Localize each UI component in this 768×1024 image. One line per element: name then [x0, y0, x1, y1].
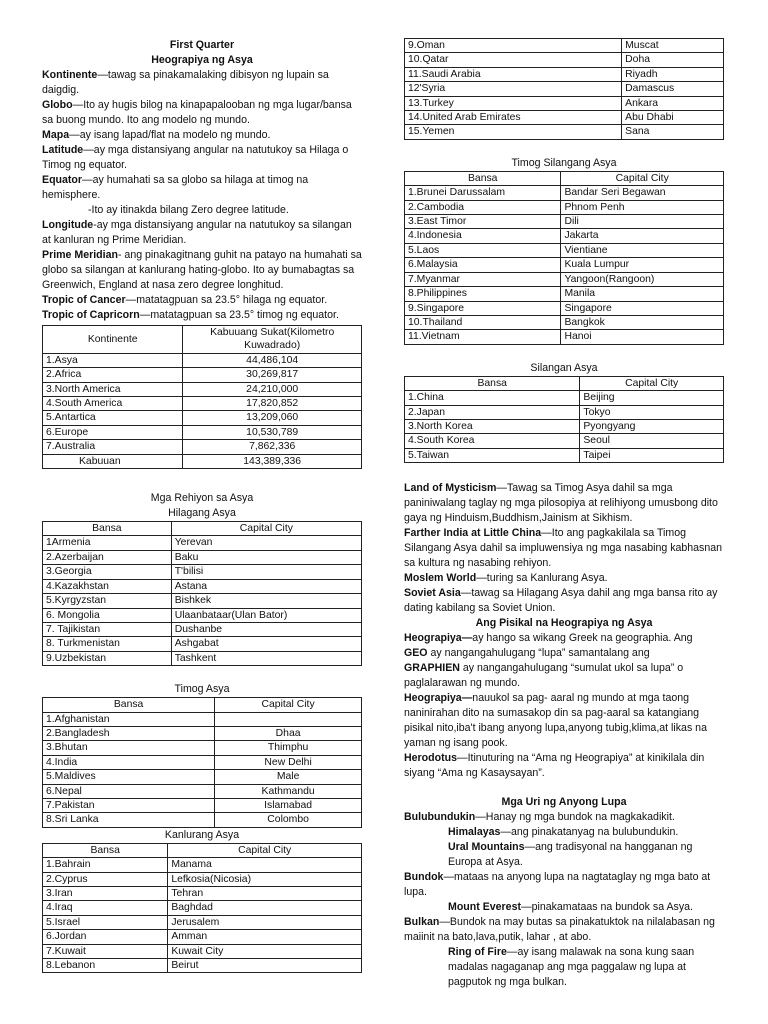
- pisikal-paragraph-term: Heograpiya—: [404, 692, 473, 705]
- definition-term: Tropic of Capricorn: [42, 309, 140, 321]
- definition: [42, 173, 362, 203]
- table-cell: T'bilisi: [171, 565, 361, 579]
- pisikal-paragraph-term: Herodotus: [404, 752, 457, 765]
- table-row: [43, 813, 362, 827]
- anyong-lupa-item-term: Ural Mountains: [448, 841, 525, 854]
- silangan-asya-table: [404, 376, 724, 463]
- anyong-lupa-item-text: —ang pinakatanyag na bulubundukin.: [500, 826, 679, 839]
- table-cell: 5.Israel: [43, 915, 168, 929]
- table-cell: 17,820,852: [183, 397, 362, 411]
- table-row: [43, 901, 362, 915]
- table-cell: 2.Bangladesh: [43, 726, 215, 740]
- table-row: [43, 550, 362, 564]
- description-term: Farther India at Little China: [404, 527, 542, 540]
- table-cell: Tashkent: [171, 651, 361, 665]
- table-cell: 2.Azerbaijan: [43, 550, 172, 564]
- table-cell: 8.Philippines: [405, 287, 561, 301]
- document-subtitle: Heograpiya ng Asya: [151, 54, 253, 66]
- table-cell: Taipei: [580, 448, 724, 462]
- table-cell: 7.Australia: [43, 440, 183, 454]
- definition-text: -ay mga distansiyang angular na natutukoy sa silangan at kanluran ng Prime Meridian.: [42, 219, 352, 246]
- table-row: [43, 382, 362, 396]
- definition-text: —matatagpuan sa 23.5° timog ng equator.: [139, 309, 339, 321]
- table-cell: 6.Europe: [43, 425, 183, 439]
- table-row: [43, 454, 362, 468]
- table-row: [43, 712, 362, 726]
- column-header: Bansa: [43, 522, 172, 536]
- table-cell: 10,530,789: [183, 425, 362, 439]
- table-cell: Tokyo: [580, 405, 724, 419]
- anyong-lupa-item: [404, 915, 724, 945]
- description-term: Land of Mysticism: [404, 482, 497, 495]
- table-row: [43, 741, 362, 755]
- description-text: —turing sa Kanlurang Asya.: [476, 572, 608, 585]
- table-row: [43, 651, 362, 665]
- table-cell: Phnom Penh: [561, 200, 724, 214]
- timog-silangang-asya-table: [404, 171, 724, 345]
- table-row: [43, 594, 362, 608]
- table-cell: 1Armenia: [43, 536, 172, 550]
- pisikal-paragraph-term: GEO: [404, 647, 428, 660]
- definition-term: Globo: [42, 99, 73, 111]
- table-cell: 10.Qatar: [405, 53, 622, 67]
- pisikal-paragraph-text: nauukol sa pag- aaral ng mundo at mga taong naninirahan dito na sumasakop din sa pag-aaral sa katangiang pisikal nito,iba't ibang anyong lupa,anyong tubig,klima,at likas na yaman ng isang pook.: [404, 692, 707, 750]
- anyong-lupa-item-text: —Hanay ng mga bundok na magkakadikit.: [475, 811, 675, 824]
- right-column: [404, 38, 724, 990]
- table-cell: 6.Jordan: [43, 930, 168, 944]
- table-cell: 1.Bahrain: [43, 858, 168, 872]
- column-header: Capital City: [561, 171, 724, 185]
- pisikal-paragraph-text: —Itinuturing na “Ama ng Heograpiya” at kinikilala din siyang “Ama ng Kasaysayan”.: [404, 752, 705, 780]
- description-text: —tawag sa Hilagang Asya dahil ang mga bansa rito ay dating kabilang sa Soviet Union.: [404, 587, 718, 615]
- definition-text: - ang pinakagitnang guhit na patayo na humahati sa globo sa silangan at kanlurang hating-globo. Ito ay bumabagtas sa Greenwich, England at nasa zero degree longhitud.: [42, 249, 362, 291]
- table-row: [43, 425, 362, 439]
- definition-text: —ay isang lapad/flat na modelo ng mundo.: [69, 129, 271, 141]
- column-header: Kabuuang Sukat(Kilometro Kuwadrado): [183, 326, 362, 354]
- table-cell: 5.Maldives: [43, 770, 215, 784]
- table-row: [43, 565, 362, 579]
- table-cell: 3.Iran: [43, 887, 168, 901]
- table-row: [43, 944, 362, 958]
- table-cell: [215, 712, 362, 726]
- pisikal-paragraph: [404, 751, 724, 781]
- table-cell: Jerusalem: [168, 915, 362, 929]
- table-cell: Dushanbe: [171, 622, 361, 636]
- table-row: [43, 411, 362, 425]
- column-header: Kontinente: [43, 326, 183, 354]
- anyong-lupa-item-text: —ay isang malawak na sona kung saan madalas nagaganap ang mga paggalaw ng lupa at pagputok ng mga bulkan.: [448, 946, 695, 989]
- table-cell: 4.Iraq: [43, 901, 168, 915]
- table-cell: 5.Taiwan: [405, 448, 580, 462]
- table-row: [43, 872, 362, 886]
- table-row: [43, 959, 362, 973]
- definition-term: Latitude: [42, 144, 84, 156]
- table-row: [43, 770, 362, 784]
- table-row: [405, 258, 724, 272]
- table-cell: 3.East Timor: [405, 215, 561, 229]
- table-cell: Muscat: [622, 39, 724, 53]
- table-cell: 8.Lebanon: [43, 959, 168, 973]
- table-cell: 1.Brunei Darussalam: [405, 186, 561, 200]
- table-cell: Yerevan: [171, 536, 361, 550]
- table-cell: Dili: [561, 215, 724, 229]
- anyong-lupa-item: [404, 825, 724, 840]
- anyong-lupa-list: [404, 810, 724, 990]
- table-cell: Islamabad: [215, 798, 362, 812]
- table-cell: 5.Kyrgyzstan: [43, 594, 172, 608]
- table-cell: Baku: [171, 550, 361, 564]
- table-row: [43, 784, 362, 798]
- anyong-lupa-item-term: Bulubundukin: [404, 811, 476, 824]
- table-cell: Tehran: [168, 887, 362, 901]
- table-cell: Male: [215, 770, 362, 784]
- anyong-lupa-item-text: —Bundok na may butas sa pinakatuktok na nilalabasan ng maiinit na bato,lava,putik, lahar , at abo.: [404, 916, 715, 944]
- table-row: [405, 301, 724, 315]
- table-cell: 7. Tajikistan: [43, 622, 172, 636]
- continents-table-wrap: [42, 325, 362, 469]
- definition-term: Longitude: [42, 219, 94, 231]
- table-cell: 143,389,336: [183, 454, 362, 468]
- table-cell: 7.Pakistan: [43, 798, 215, 812]
- table-row: [405, 315, 724, 329]
- column-header: Capital City: [168, 843, 362, 857]
- table-cell: Vientiane: [561, 243, 724, 257]
- definition-text: —Ito ay hugis bilog na kinapapalooban ng mga lugar/bansa sa buong mundo. Ito ang modelo ng mundo.: [42, 99, 352, 126]
- table-row: [405, 53, 724, 67]
- table-cell: 1.Asya: [43, 353, 183, 367]
- pisikal-paragraph: [404, 691, 724, 751]
- timog-silangang-caption: Timog Silangang Asya: [511, 156, 617, 169]
- table-row: [43, 368, 362, 382]
- table-cell: 1.China: [405, 391, 580, 405]
- definition-term: Mapa: [42, 129, 70, 141]
- definitions-list: [42, 68, 362, 323]
- table-cell: 3.Georgia: [43, 565, 172, 579]
- table-cell: 1.Afghanistan: [43, 712, 215, 726]
- document-title: First Quarter: [169, 39, 235, 51]
- table-row: [43, 887, 362, 901]
- table-row: [405, 272, 724, 286]
- table-row: [405, 186, 724, 200]
- table-cell: 3.North Korea: [405, 419, 580, 433]
- pisikal-paragraph: [404, 661, 724, 691]
- table-cell: Bandar Seri Begawan: [561, 186, 724, 200]
- table-row: [405, 229, 724, 243]
- table-row: [405, 330, 724, 344]
- description-term: Soviet Asia: [404, 587, 461, 600]
- table-row: [43, 930, 362, 944]
- anyong-lupa-item-text: —ang tradisyonal na hangganan ng Europa at Asya.: [448, 841, 693, 869]
- hilagang-caption: Hilagang Asya: [168, 507, 236, 520]
- table-cell: 7,862,336: [183, 440, 362, 454]
- timog-caption: Timog Asya: [174, 683, 230, 696]
- definition-text: —ay mga distansiyang angular na natutukoy sa Hilaga o Timog ng equator.: [42, 144, 349, 171]
- left-column: [42, 38, 362, 979]
- table-row: [43, 726, 362, 740]
- table-cell: Kuala Lumpur: [561, 258, 724, 272]
- table-cell: 2.Africa: [43, 368, 183, 382]
- pisikal-list: [404, 631, 724, 781]
- definition: [42, 143, 362, 173]
- table-cell: 24,210,000: [183, 382, 362, 396]
- table-row: [43, 579, 362, 593]
- definition: [42, 203, 362, 218]
- table-row: [405, 200, 724, 214]
- table-cell: 4.India: [43, 755, 215, 769]
- table-cell: Jakarta: [561, 229, 724, 243]
- anyong-lupa-item: [404, 870, 724, 900]
- definition: [42, 218, 362, 248]
- table-cell: 44,486,104: [183, 353, 362, 367]
- pisikal-paragraph: [404, 646, 724, 661]
- pisikal-paragraph-text: ay hango sa wikang Greek na geographia. Ang: [472, 632, 693, 645]
- table-cell: Bishkek: [171, 594, 361, 608]
- table-cell: Sana: [622, 125, 724, 139]
- table-row: [405, 67, 724, 81]
- table-cell: Pyongyang: [580, 419, 724, 433]
- table-cell: 4.Kazakhstan: [43, 579, 172, 593]
- definition-text: —matatagpuan sa 23.5° hilaga ng equator.: [125, 294, 328, 306]
- table-cell: 2.Cyprus: [43, 872, 168, 886]
- table-row: [405, 125, 724, 139]
- definition: [42, 128, 362, 143]
- table-cell: Amman: [168, 930, 362, 944]
- table-cell: 9.Oman: [405, 39, 622, 53]
- table-cell: 6.Malaysia: [405, 258, 561, 272]
- column-header: Capital City: [215, 698, 362, 712]
- table-row: [43, 798, 362, 812]
- table-cell: 8.Sri Lanka: [43, 813, 215, 827]
- table-row: [405, 419, 724, 433]
- table-cell: Yangoon(Rangoon): [561, 272, 724, 286]
- table-cell: 6.Nepal: [43, 784, 215, 798]
- table-cell: 30,269,817: [183, 368, 362, 382]
- description: [404, 481, 724, 526]
- description-term: Moslem World: [404, 572, 477, 585]
- table-cell: 13,209,060: [183, 411, 362, 425]
- table-cell: New Delhi: [215, 755, 362, 769]
- anyong-lupa-item: [404, 945, 724, 990]
- table-row: [405, 243, 724, 257]
- table-cell: 5.Antartica: [43, 411, 183, 425]
- anyong-lupa-heading: Mga Uri ng Anyong Lupa: [501, 796, 627, 809]
- definition-text: —tawag sa pinakamalaking dibisyon ng lupain sa daigdig.: [42, 69, 329, 96]
- anyong-lupa-item-term: Ring of Fire: [448, 946, 507, 959]
- table-cell: 7.Myanmar: [405, 272, 561, 286]
- table-row: [405, 405, 724, 419]
- table-cell: Ulaanbataar(Ulan Bator): [171, 608, 361, 622]
- table-cell: Hanoi: [561, 330, 724, 344]
- kanlurang-caption: Kanlurang Asya: [164, 828, 240, 841]
- pisikal-paragraph-term: GRAPHIEN: [404, 662, 460, 675]
- table-cell: 6. Mongolia: [43, 608, 172, 622]
- table-cell: Abu Dhabi: [622, 111, 724, 125]
- table-cell: Lefkosia(Nicosia): [168, 872, 362, 886]
- table-cell: Manama: [168, 858, 362, 872]
- table-row: [405, 82, 724, 96]
- description-text: —Ito ang pagkakilala sa Timog Silangang Asya dahil sa impluwensiya ng mga nasabing kabhasnan sa kultura ng nasabing rehiyon.: [404, 527, 723, 570]
- anyong-lupa-item-text: —mataas na anyong lupa na nagtataglay ng mga bato at lupa.: [404, 871, 711, 899]
- table-cell: 12'Syria: [405, 82, 622, 96]
- table-cell: Ankara: [622, 96, 724, 110]
- table-cell: Seoul: [580, 434, 724, 448]
- description-text: —Tawag sa Timog Asya dahil sa mga paniniwalang taglay ng mga pilosopiya at relihiyong umusbong dito gaya ng Hinduism,Buddhism,Jainism at Sikhism.: [404, 482, 718, 525]
- anyong-lupa-item-term: Bundok: [404, 871, 444, 884]
- definition: [42, 248, 362, 293]
- table-cell: 9.Uzbekistan: [43, 651, 172, 665]
- table-cell: Dhaa: [215, 726, 362, 740]
- column-header: Bansa: [405, 171, 561, 185]
- table-cell: 10.Thailand: [405, 315, 561, 329]
- anyong-lupa-item: [404, 840, 724, 870]
- description: [404, 571, 724, 586]
- table-header-row: [405, 171, 724, 185]
- table-cell: Riyadh: [622, 67, 724, 81]
- descriptions-list: [404, 481, 724, 616]
- table-header-row: [405, 376, 724, 390]
- table-cell: Singapore: [561, 301, 724, 315]
- table-row: [43, 608, 362, 622]
- table-cell: 4.Indonesia: [405, 229, 561, 243]
- table-cell: Beirut: [168, 959, 362, 973]
- table-row: [43, 915, 362, 929]
- table-cell: Bangkok: [561, 315, 724, 329]
- table-row: [405, 96, 724, 110]
- table-row: [405, 434, 724, 448]
- table-row: [43, 536, 362, 550]
- table-cell: 3.North America: [43, 382, 183, 396]
- table-cell: Beijing: [580, 391, 724, 405]
- table-cell: Kathmandu: [215, 784, 362, 798]
- definition: [42, 68, 362, 98]
- table-cell: Damascus: [622, 82, 724, 96]
- definition-text: -Ito ay itinakda bilang Zero degree latitude.: [88, 204, 289, 216]
- description: [404, 526, 724, 571]
- table-row: [43, 858, 362, 872]
- kanlurang-asya-table-continued: [404, 38, 724, 140]
- table-cell: 11.Saudi Arabia: [405, 67, 622, 81]
- table-row: [43, 622, 362, 636]
- table-cell: 8. Turkmenistan: [43, 637, 172, 651]
- table-header-row: [43, 843, 362, 857]
- pisikal-paragraph-text: ay nangangahulugang “lupa” samantalang ang: [427, 647, 650, 660]
- table-cell: Kuwait City: [168, 944, 362, 958]
- table-cell: 14.United Arab Emirates: [405, 111, 622, 125]
- table-cell: 2.Japan: [405, 405, 580, 419]
- column-header: Bansa: [43, 843, 168, 857]
- table-row: [405, 287, 724, 301]
- table-row: [405, 39, 724, 53]
- table-row: [43, 637, 362, 651]
- anyong-lupa-item: [404, 900, 724, 915]
- table-row: [405, 391, 724, 405]
- table-cell: 4.South America: [43, 397, 183, 411]
- table-cell: 11.Vietnam: [405, 330, 561, 344]
- table-cell: Ashgabat: [171, 637, 361, 651]
- pisikal-heading: Ang Pisikal na Heograpiya ng Asya: [475, 617, 653, 630]
- anyong-lupa-item: [404, 810, 724, 825]
- definition-term: Prime Meridian: [42, 249, 118, 261]
- anyong-lupa-item-term: Himalayas: [448, 826, 501, 839]
- table-row: [405, 111, 724, 125]
- table-cell: Doha: [622, 53, 724, 67]
- table-header-row: [43, 698, 362, 712]
- table-cell: 7.Kuwait: [43, 944, 168, 958]
- definition: [42, 308, 362, 323]
- column-header: Bansa: [43, 698, 215, 712]
- table-row: [405, 215, 724, 229]
- definition-text: —ay humahati sa sa globo sa hilaga at timog na hemisphere.: [42, 174, 309, 201]
- table-cell: 13.Turkey: [405, 96, 622, 110]
- definition-term: Kontinente: [42, 69, 98, 81]
- table-cell: 5.Laos: [405, 243, 561, 257]
- table-cell: 9.Singapore: [405, 301, 561, 315]
- table-cell: Manila: [561, 287, 724, 301]
- anyong-lupa-item-text: —pinakamataas na bundok sa Asya.: [521, 901, 693, 914]
- column-header: Bansa: [405, 376, 580, 390]
- silangan-caption: Silangan Asya: [530, 361, 598, 374]
- definition: [42, 293, 362, 308]
- table-cell: 2.Cambodia: [405, 200, 561, 214]
- hilagang-asya-table: [42, 521, 362, 666]
- table-row: [43, 397, 362, 411]
- anyong-lupa-item-term: Mount Everest: [448, 901, 521, 914]
- definition: [42, 98, 362, 128]
- anyong-lupa-item-term: Bulkan: [404, 916, 440, 929]
- table-header-row: [43, 522, 362, 536]
- description: [404, 586, 724, 616]
- definition-term: Tropic of Cancer: [42, 294, 126, 306]
- regions-heading: Mga Rehiyon sa Asya: [150, 492, 254, 505]
- table-row: [405, 448, 724, 462]
- pisikal-paragraph-term: Heograpiya—: [404, 632, 473, 645]
- column-header: Capital City: [171, 522, 361, 536]
- pisikal-paragraph-text: ay nangangahulugang “sumulat ukol sa lupa” o paglalarawan ng mundo.: [404, 662, 684, 690]
- table-cell: 15.Yemen: [405, 125, 622, 139]
- table-cell: Thimphu: [215, 741, 362, 755]
- table-row: [43, 440, 362, 454]
- continents-table: [42, 325, 362, 469]
- definition-term: Equator: [42, 174, 83, 186]
- kanlurang-asya-table: [42, 843, 362, 974]
- table-cell: Baghdad: [168, 901, 362, 915]
- table-header-row: [43, 326, 362, 354]
- pisikal-paragraph: [404, 631, 724, 646]
- column-header: Capital City: [580, 376, 724, 390]
- table-row: [43, 755, 362, 769]
- timog-asya-table: [42, 697, 362, 828]
- table-cell: Kabuuan: [43, 454, 183, 468]
- table-cell: Colombo: [215, 813, 362, 827]
- table-cell: Astana: [171, 579, 361, 593]
- table-cell: 3.Bhutan: [43, 741, 215, 755]
- table-cell: 4.South Korea: [405, 434, 580, 448]
- table-row: [43, 353, 362, 367]
